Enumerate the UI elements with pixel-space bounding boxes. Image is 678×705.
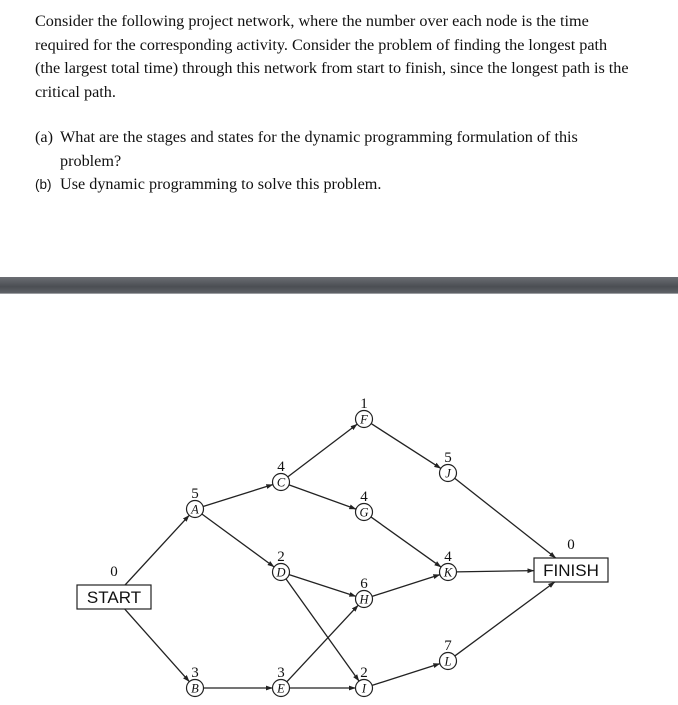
node-label: K [443,565,453,580]
node-k [440,549,457,581]
node-time: 5 [444,450,452,466]
node-time: 6 [360,576,368,592]
part-b-label: (b) [35,177,52,192]
node-f [356,396,373,428]
question-part-b [35,173,635,197]
question-intro: Consider the following project network, where the number over each node is the time required for the corresponding activity. Consider the problem of finding the longest path (the largest total time) through this network from start to finish, since the longest path is the critical path. [35,12,629,101]
node-time: 1 [360,396,368,412]
finish-label: FINISH [543,561,599,580]
edge-i-to-l [372,664,440,686]
question-part-a [35,126,635,173]
node-label: L [444,654,452,669]
edge-f-to-j [371,424,441,469]
node-label: F [360,412,368,427]
edge-c-to-f [288,424,357,477]
page-divider-bar [0,277,678,294]
node-label: C [276,475,286,490]
edge-a-to-c [203,485,273,507]
edge-h-to-k [372,575,440,597]
edge-d-to-h [289,575,356,597]
node-label: D [276,565,286,580]
node-time: 4 [360,489,368,505]
node-time: 4 [277,459,285,475]
part-b-text: Use dynamic programming to solve this problem. [60,175,382,193]
network-nodes [77,396,608,697]
question-text [35,10,635,197]
start-time: 0 [110,564,118,580]
node-g [356,489,373,521]
part-a-label: (a) [35,128,53,146]
edge-c-to-g [289,485,356,509]
start-node [77,564,151,609]
node-l [440,638,457,670]
node-label: H [359,592,369,607]
edge-l-to-finish [455,582,555,656]
edge-j-to-finish [455,478,556,558]
edge-start-to-b [125,609,190,682]
node-h [356,576,373,608]
node-time: 4 [444,549,452,565]
node-time: 2 [360,665,368,681]
edge-e-to-h [287,605,358,682]
finish-node [534,537,608,582]
edge-start-to-a [125,515,189,585]
node-label: J [445,466,451,481]
edge-g-to-k [371,517,441,567]
node-time: 3 [191,665,199,681]
node-time: 5 [191,486,199,502]
node-time: 3 [277,665,285,681]
network-edges [125,424,556,688]
project-network-diagram [0,293,678,705]
node-time: 2 [277,549,285,565]
node-label: G [359,505,369,520]
node-a [187,486,204,518]
edge-a-to-d [202,514,274,567]
node-label: B [191,681,199,696]
edge-k-to-finish [456,571,534,572]
node-time: 7 [444,638,452,654]
finish-time: 0 [567,537,575,553]
node-d [273,549,290,581]
node-j [440,450,457,482]
node-label: E [277,681,285,696]
node-label: A [191,502,199,517]
node-c [273,459,290,491]
part-a-text: What are the stages and states for the dynamic programming formulation of this problem? [60,128,578,170]
node-label: I [361,681,367,696]
start-label: START [86,588,142,607]
